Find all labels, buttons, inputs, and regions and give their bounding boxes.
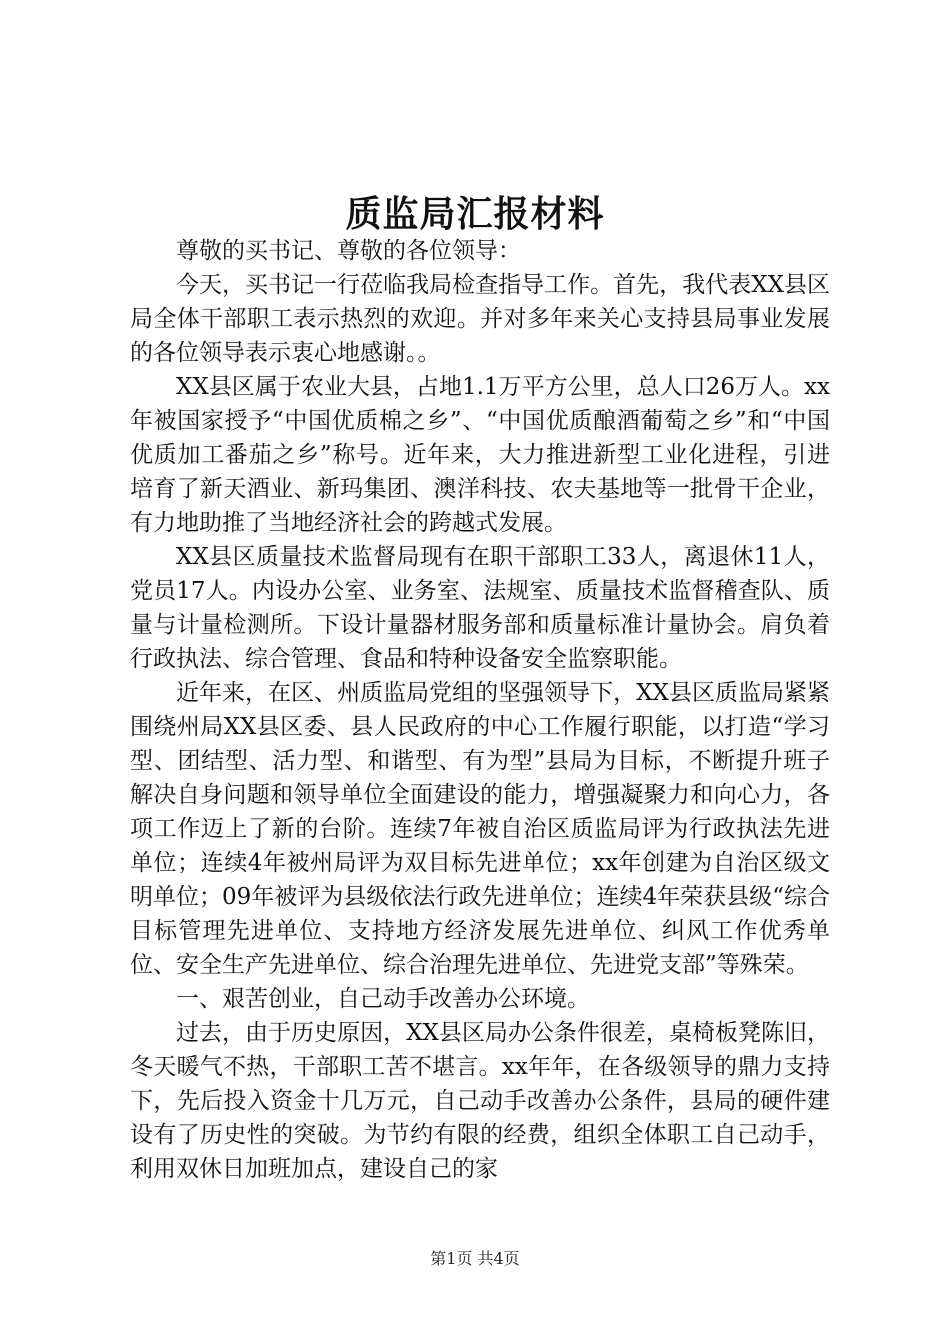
paragraph-achievements: 近年来，在区、州质监局党组的坚强领导下，XX县区质监局紧紧围绕州局XX县区委、县人民政府的中心工作履行职能，以打造“学习型、团结型、活力型、和谐型、有为型”县局为目标，不断提升班子解决自身问题和领导单位全面建设的能力，增强凝聚力和向心力，各项工作迈上了新的台阶。连续7年被自治区质监局评为行政执法先进单位；连续4年被州局评为双目标先进单位；xx年创建为自治区级文明单位；09年被评为县级依法行政先进单位；连续4年荣获县级“综合目标管理先进单位、支持地方经济发展先进单位、纠风工作优秀单位、安全生产先进单位、综合治理先进单位、先进党支部”等殊荣。 [130, 680, 830, 978]
document-title: 质监局汇报材料 [345, 193, 605, 235]
paragraph-bureau-staff: XX县区质量技术监督局现有在职干部职工33人，离退休11人，党员17人。内设办公室、业务室、法规室、质量技术监督稽查队、质量与计量检测所。下设计量器材服务部和质量标准计量协会。肩负着行政执法、综合管理、食品和特种设备安全监察职能。 [130, 544, 830, 672]
page-footer: 第1页 共4页 [430, 1249, 520, 1268]
paragraph-welcome: 今天，买书记一行莅临我局检查指导工作。首先，我代表XX县区局全体干部职工表示热烈的欢迎。并对多年来关心支持县局事业发展的各位领导表示衷心地感谢。。 [130, 272, 830, 366]
document-body [130, 234, 830, 1186]
paragraph-office-improvement: 过去，由于历史原因，XX县区局办公条件很差，桌椅板凳陈旧，冬天暖气不热，干部职工苦不堪言。xx年年，在各级领导的鼎力支持下，先后投入资金十几万元，自己动手改善办公条件，县局的硬件建设有了历史性的突破。为节约有限的经费，组织全体职工自己动手，利用双休日加班加点，建设自己的家 [130, 1020, 830, 1182]
paragraph-county-overview: XX县区属于农业大县，占地1.1万平方公里，总人口26万人。xx年被国家授予“中国优质棉之乡”、“中国优质酿酒葡萄之乡”和“中国优质加工番茄之乡”称号。近年来，大力推进新型工业化进程，引进培育了新天酒业、新玛集团、澳洋科技、农夫基地等一批骨干企业，有力地助推了当地经济社会的跨越式发展。 [130, 374, 830, 536]
paragraph-salutation: 尊敬的买书记、尊敬的各位领导： [176, 238, 521, 264]
section-heading-1: 一、艰苦创业，自己动手改善办公环境。 [176, 986, 590, 1012]
